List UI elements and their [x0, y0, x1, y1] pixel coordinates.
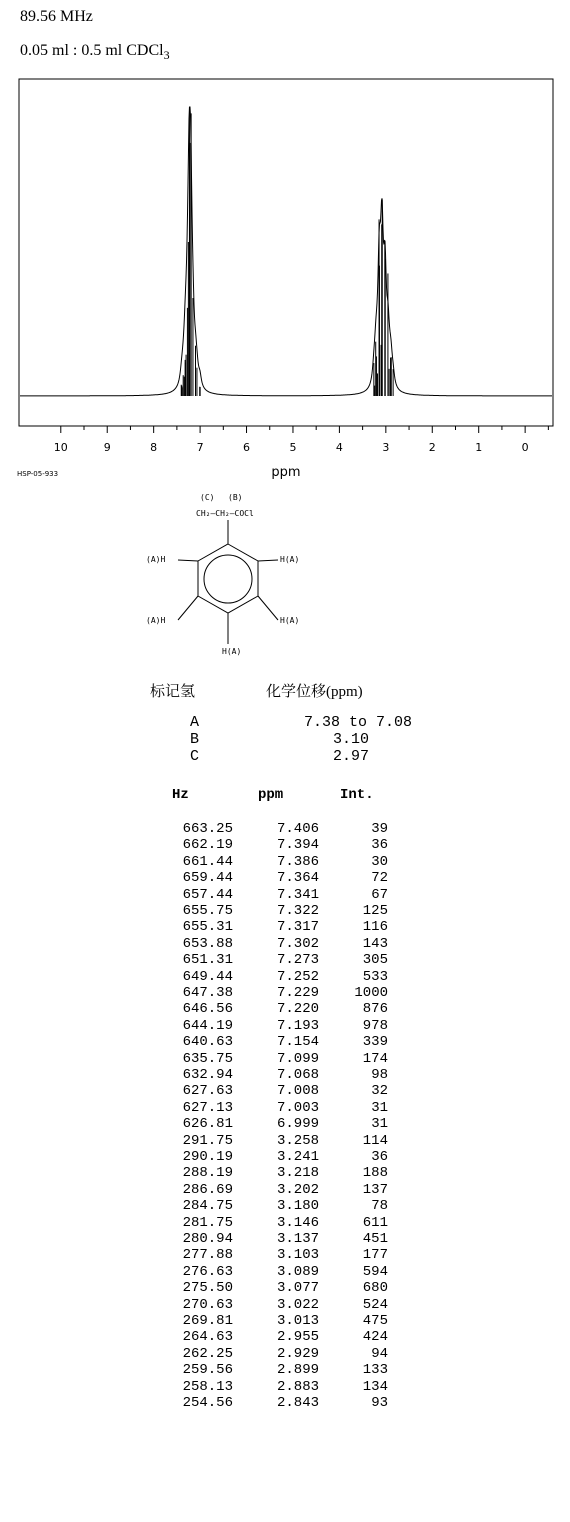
- ppm-cell: 6.999: [276, 1116, 319, 1133]
- h-label-top-right: H(A): [280, 555, 300, 564]
- table-row: [150, 1083, 410, 1099]
- shift-value-c: 2.97: [333, 748, 370, 765]
- intensity-cell: 137: [362, 1181, 388, 1198]
- ppm-cell: 7.229: [276, 985, 319, 1001]
- intensity-cell: 98: [371, 1067, 388, 1083]
- hz-cell: 286.69: [182, 1181, 233, 1198]
- ppm-cell: 7.252: [276, 968, 319, 985]
- table-row: [150, 1329, 410, 1345]
- intensity-cell: 339: [362, 1034, 388, 1051]
- table-row: [150, 1034, 410, 1050]
- intensity-cell: 475: [362, 1313, 388, 1329]
- table-row: [150, 854, 410, 870]
- hydrogen-label-b: B: [190, 731, 200, 748]
- ppm-cell: 2.899: [276, 1362, 319, 1379]
- intensity-cell: 177: [362, 1247, 388, 1264]
- ppm-cell: 7.386: [276, 853, 319, 870]
- table-row: [150, 1313, 410, 1329]
- ppm-cell: 7.220: [276, 1001, 319, 1018]
- intensity-cell: 94: [371, 1345, 388, 1362]
- intensity-cell: 72: [371, 870, 388, 887]
- h-label-top-left: (A)H: [146, 555, 166, 564]
- ppm-cell: 7.273: [276, 952, 319, 969]
- hz-cell: 626.81: [182, 1116, 233, 1133]
- intensity-cell: 32: [371, 1083, 388, 1100]
- h-label-bottom-right: H(A): [280, 616, 300, 625]
- ppm-cell: 2.883: [276, 1378, 319, 1395]
- table-row: [150, 1001, 410, 1017]
- hz-cell: 275.50: [182, 1280, 233, 1297]
- intensity-cell: 78: [371, 1198, 388, 1215]
- table-row: [150, 1231, 410, 1247]
- label-c: (C): [200, 493, 215, 502]
- hz-cell: 270.63: [182, 1296, 233, 1313]
- table-row: [150, 837, 410, 853]
- table-row: [150, 919, 410, 935]
- table-row: [150, 1198, 410, 1214]
- ppm-cell: 7.317: [276, 919, 319, 936]
- intensity-cell: 30: [371, 853, 388, 870]
- plot-frame: [19, 79, 553, 426]
- hz-cell: 269.81: [182, 1313, 233, 1329]
- hz-cell: 276.63: [182, 1263, 233, 1280]
- ppm-cell: 7.003: [276, 1099, 319, 1116]
- hz-cell: 264.63: [182, 1329, 233, 1346]
- shift-value-b: 3.10: [333, 731, 370, 748]
- hz-cell: 290.19: [182, 1149, 233, 1165]
- intensity-cell: 611: [362, 1214, 388, 1231]
- ppm-cell: 2.843: [276, 1395, 319, 1411]
- table-row: [150, 1264, 410, 1280]
- x-tick-label: 10: [53, 441, 68, 454]
- ppm-cell: 3.137: [276, 1231, 319, 1247]
- shift-value-a: 7.38 to 7.08: [304, 714, 413, 731]
- table-row: [150, 936, 410, 952]
- bond-bottom-right-h: [258, 596, 278, 620]
- table-row: [150, 1297, 410, 1313]
- intensity-cell: 125: [362, 903, 388, 919]
- spectrum-trace-group: [20, 107, 552, 396]
- table-row: [150, 1051, 410, 1067]
- ppm-cell: 3.146: [276, 1214, 319, 1231]
- hz-cell: 655.31: [182, 919, 233, 936]
- x-tick-label: 6: [243, 441, 251, 454]
- ppm-cell: 7.364: [276, 870, 319, 887]
- ppm-cell: 7.068: [276, 1067, 319, 1083]
- aromatic-circle: [204, 555, 252, 603]
- hz-cell: 627.63: [182, 1083, 233, 1100]
- table-row: [150, 887, 410, 903]
- hz-cell: 655.75: [182, 903, 233, 919]
- bond-top-left-h: [178, 560, 198, 561]
- hz-cell: 663.25: [182, 821, 233, 837]
- x-tick-label: 8: [150, 441, 158, 454]
- ppm-cell: 7.394: [276, 837, 319, 854]
- column-header-ppm: ppm: [258, 787, 284, 803]
- h-label-bottom: H(A): [222, 647, 242, 656]
- header-hydrogen-label: 标记氢: [150, 684, 196, 700]
- intensity-cell: 594: [362, 1263, 388, 1280]
- ppm-cell: 2.955: [276, 1329, 319, 1346]
- hydrogen-label-c: C: [190, 748, 200, 765]
- hz-cell: 291.75: [182, 1132, 233, 1149]
- table-row: [150, 952, 410, 968]
- hz-cell: 280.94: [182, 1231, 233, 1247]
- hz-cell: 649.44: [182, 968, 233, 985]
- x-tick-label: 7: [196, 441, 204, 454]
- x-tick-label: 2: [428, 441, 436, 454]
- hz-cell: 259.56: [182, 1362, 233, 1379]
- x-tick-label: 0: [521, 441, 529, 454]
- h-label-bottom-left: (A)H: [146, 616, 166, 625]
- table-row: [150, 1100, 410, 1116]
- intensity-cell: 116: [362, 919, 388, 936]
- intensity-cell: 36: [371, 837, 388, 854]
- intensity-cell: 533: [362, 968, 388, 985]
- intensity-cell: 36: [371, 1149, 388, 1165]
- nmr-spectrum-chart: [0, 0, 570, 480]
- table-row: [150, 821, 410, 837]
- intensity-cell: 978: [362, 1017, 388, 1034]
- hz-cell: 284.75: [182, 1198, 233, 1215]
- intensity-cell: 1000: [354, 985, 388, 1001]
- bond-top-right-h: [258, 560, 278, 561]
- intensity-cell: 424: [362, 1329, 388, 1346]
- ppm-cell: 7.406: [276, 821, 319, 837]
- hz-cell: 627.13: [182, 1099, 233, 1116]
- ppm-cell: 7.154: [276, 1034, 319, 1051]
- ppm-cell: 3.103: [276, 1247, 319, 1264]
- ppm-cell: 3.258: [276, 1132, 319, 1149]
- spectrum-code: HSP-05-933: [17, 470, 59, 478]
- hz-cell: 288.19: [182, 1165, 233, 1182]
- ppm-cell: 7.322: [276, 903, 319, 919]
- ppm-cell: 3.013: [276, 1313, 319, 1329]
- table-row: [150, 1346, 410, 1362]
- ppm-cell: 7.099: [276, 1050, 319, 1067]
- hz-cell: 640.63: [182, 1034, 233, 1051]
- hz-cell: 661.44: [182, 853, 233, 870]
- intensity-cell: 31: [371, 1099, 388, 1116]
- table-row: [150, 1067, 410, 1083]
- hz-cell: 262.25: [182, 1345, 233, 1362]
- ppm-cell: 7.193: [276, 1017, 319, 1034]
- intensity-cell: 133: [362, 1362, 388, 1379]
- table-row: [150, 1116, 410, 1132]
- intensity-cell: 188: [362, 1165, 388, 1182]
- ppm-cell: 7.302: [276, 935, 319, 952]
- structure-diagram: [0, 480, 570, 660]
- x-axis-label: ppm: [271, 465, 301, 480]
- intensity-cell: 114: [362, 1132, 388, 1149]
- hz-cell: 646.56: [182, 1001, 233, 1018]
- x-tick-label: 4: [335, 441, 343, 454]
- table-row: [150, 1182, 410, 1198]
- x-tick-label: 3: [382, 441, 390, 454]
- table-row: [150, 985, 410, 1001]
- ppm-cell: 7.008: [276, 1083, 319, 1100]
- hydrogen-label-a: A: [190, 714, 200, 731]
- spectrum-baseline-trace: [20, 107, 552, 396]
- ppm-cell: 3.022: [276, 1296, 319, 1313]
- intensity-cell: 680: [362, 1280, 388, 1297]
- hz-cell: 647.38: [182, 985, 233, 1001]
- table-row: [150, 1018, 410, 1034]
- table-row: [150, 1215, 410, 1231]
- intensity-cell: 174: [362, 1050, 388, 1067]
- header-chemical-shift: 化学位移(ppm): [266, 684, 363, 700]
- hz-cell: 281.75: [182, 1214, 233, 1231]
- column-header-int: Int.: [340, 787, 374, 803]
- x-axis-ticks: [54, 426, 549, 454]
- intensity-cell: 67: [371, 886, 388, 903]
- hz-cell: 254.56: [182, 1395, 233, 1411]
- intensity-cell: 876: [362, 1001, 388, 1018]
- label-b: (B): [228, 493, 243, 502]
- sample-subscript: 3: [163, 48, 170, 63]
- intensity-cell: 39: [371, 821, 388, 837]
- x-tick-label: 5: [289, 441, 297, 454]
- bond-bottom-left-h: [178, 596, 198, 620]
- table-row: [150, 969, 410, 985]
- sample-text: 0.05 ml : 0.5 ml CDCl: [20, 42, 164, 59]
- table-row: [150, 1379, 410, 1395]
- hz-cell: 644.19: [182, 1017, 233, 1034]
- table-row: [150, 1247, 410, 1263]
- intensity-cell: 134: [362, 1378, 388, 1395]
- ppm-cell: 7.341: [276, 886, 319, 903]
- intensity-cell: 305: [362, 952, 388, 969]
- intensity-cell: 524: [362, 1296, 388, 1313]
- ppm-cell: 3.077: [276, 1280, 319, 1297]
- ppm-cell: 3.180: [276, 1198, 319, 1215]
- table-row: [150, 870, 410, 886]
- ppm-cell: 3.089: [276, 1263, 319, 1280]
- hz-cell: 653.88: [182, 935, 233, 952]
- table-row: [150, 1395, 410, 1411]
- intensity-cell: 143: [362, 935, 388, 952]
- hz-cell: 662.19: [182, 837, 233, 854]
- ppm-cell: 3.241: [276, 1149, 319, 1165]
- side-chain: CH₂—CH₂—COCl: [196, 509, 254, 518]
- hz-cell: 657.44: [182, 886, 233, 903]
- ppm-cell: 3.218: [276, 1165, 319, 1182]
- hz-cell: 258.13: [182, 1378, 233, 1395]
- hz-cell: 277.88: [182, 1247, 233, 1264]
- table-row: [150, 1133, 410, 1149]
- ppm-cell: 2.929: [276, 1345, 319, 1362]
- ppm-cell: 3.202: [276, 1181, 319, 1198]
- x-tick-label: 9: [103, 441, 111, 454]
- table-row: [150, 903, 410, 919]
- table-row: [150, 1165, 410, 1181]
- column-header-hz: Hz: [172, 787, 189, 803]
- intensity-cell: 451: [362, 1231, 388, 1247]
- intensity-cell: 31: [371, 1116, 388, 1133]
- intensity-cell: 93: [371, 1395, 388, 1411]
- spectrometer-frequency: 89.56 MHz: [20, 8, 93, 25]
- hz-cell: 635.75: [182, 1050, 233, 1067]
- x-tick-label: 1: [475, 441, 483, 454]
- table-row: [150, 1149, 410, 1165]
- table-row: [150, 1280, 410, 1296]
- table-row: [150, 1362, 410, 1378]
- hz-cell: 651.31: [182, 952, 233, 969]
- hz-cell: 659.44: [182, 870, 233, 887]
- hz-cell: 632.94: [182, 1067, 233, 1083]
